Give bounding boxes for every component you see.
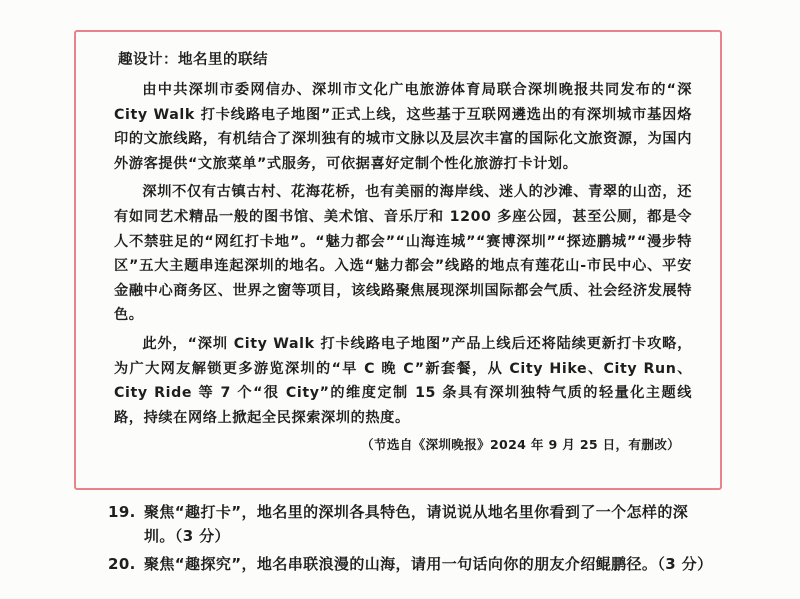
passage-title: 趣设计：地名里的联结 bbox=[118, 52, 268, 68]
question-20 bbox=[108, 552, 713, 576]
passage-source: （节选自《深圳晚报》2024 年 9 月 25 日，有删改） bbox=[361, 437, 680, 453]
passage-paragraph-2: 深圳不仅有古镇古村、花海花桥，也有美丽的海岸线、迷人的沙滩、青翠的山峦，还有如同艺术精品一般的图书馆、美术馆、音乐厅和 1200 多座公园，甚至公厕，都是令人不禁驻足的“网红打卡地”。“魅力都会”“山海连城”“赛博深圳”“探迹鹏城”“漫步特区”五大主题串连起深圳的地名。入选“魅力都会”线路的地点有莲花山-市民中心、平安金融中心商务区、世界之窗等项目，该线路聚焦展现深圳国际都会气质、社会经济发展特色。 bbox=[114, 184, 692, 324]
passage-paragraph-1: 由中共深圳市委网信办、深圳市文化广电旅游体育局联合深圳晚报共同发布的“深 City Walk 打卡线路电子地图”正式上线，这些基于互联网遴选出的有深圳城市基因烙印的文旅线路，有机结合了深圳独有的城市文脉以及层次丰富的国际化文旅资源，为国内外游客提供“文旅菜单”式服务，可依据喜好定制个性化旅游打卡计划。 bbox=[114, 82, 692, 172]
passage-paragraph-3: 此外，“深圳 City Walk 打卡线路电子地图”产品上线后还将陆续更新打卡攻略，为广大网友解锁更多游览深圳的“早 C 晚 C”新套餐，从 City Hike、City Run、City Ride 等 7 个“很 City”的维度定制 15 条具有深圳独特气质的轻量化主题线路，持续在网络上掀起全民探索深圳的热度。 bbox=[114, 335, 692, 426]
question-text: 聚焦“趣打卡”，地名里的深圳各具特色，请说说从地名里你看到了一个怎样的深圳。（3 分） bbox=[144, 503, 689, 545]
passage-highlight-box bbox=[74, 30, 722, 490]
question-number: 19. bbox=[108, 503, 136, 521]
question-19 bbox=[108, 500, 708, 548]
question-text: 聚焦“趣探究”，地名串联浪漫的山海，请用一句话向你的朋友介绍鲲鹏径。（3 分） bbox=[144, 555, 713, 573]
question-number: 20. bbox=[108, 555, 136, 573]
question-list bbox=[108, 500, 713, 580]
